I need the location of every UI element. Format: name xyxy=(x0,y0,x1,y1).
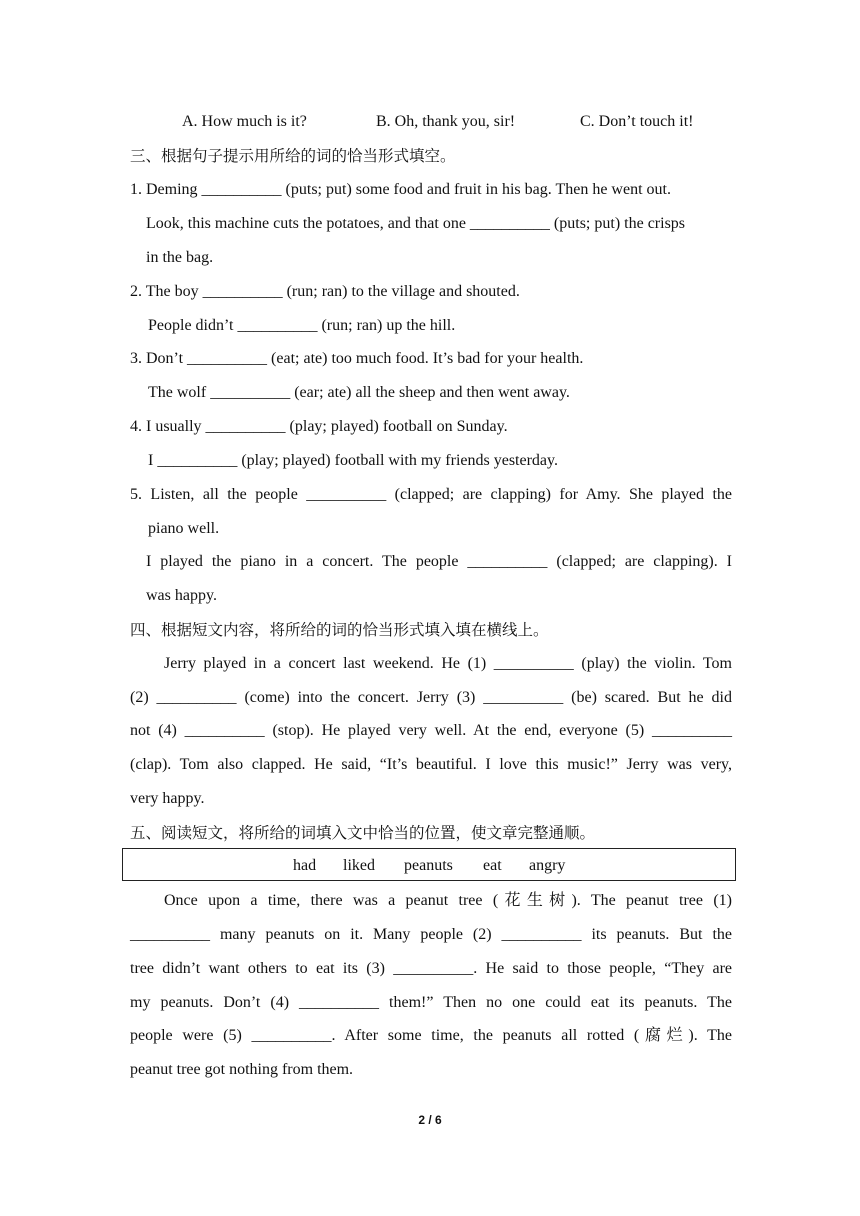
s3-line: 4. I usually __________ (play; played) football on Sunday. xyxy=(130,418,508,435)
s3-line: 3. Don’t __________ (eat; ate) too much food. It’s bad for your health. xyxy=(130,350,584,367)
s4-line: Jerry played in a concert last weekend. He (1) __________ (play) the violin. Tom xyxy=(164,655,732,672)
s3-line: The wolf __________ (ear; ate) all the sheep and then went away. xyxy=(148,384,570,401)
section4-heading: 四、根据短文内容，将所给的词的恰当形式填入填在横线上。 xyxy=(130,621,549,639)
s5-line: __________ many peanuts on it. Many people (2) __________ its peanuts. But the xyxy=(130,926,732,943)
page-number: 2 / 6 xyxy=(418,1113,442,1127)
word-bank-item: had xyxy=(293,857,317,874)
word-bank-item: angry xyxy=(529,857,566,874)
word-bank-item: liked xyxy=(343,857,375,874)
s3-line: Look, this machine cuts the potatoes, and that one __________ (puts; put) the crisps xyxy=(146,215,686,232)
s4-line: very happy. xyxy=(130,790,205,807)
s4-line: (clap). Tom also clapped. He said, “It’s beautiful. I love this music!” Jerry was very, xyxy=(130,756,732,773)
s3-line: 5. Listen, all the people __________ (clapped; are clapping) for Amy. She played the xyxy=(130,486,732,503)
option-c: C. Don’t touch it! xyxy=(580,113,694,130)
section5-heading: 五、阅读短文，将所给的词填入文中恰当的位置，使文章完整通顺。 xyxy=(130,824,596,842)
option-b: B. Oh, thank you, sir! xyxy=(376,113,516,130)
section3-heading: 三、根据句子提示用所给的词的恰当形式填空。 xyxy=(130,147,456,165)
s5-line: people were (5) __________. After some time, the peanuts all rotted (腐烂). The xyxy=(130,1027,732,1044)
s3-line: piano well. xyxy=(148,520,220,537)
s3-line: in the bag. xyxy=(146,249,214,266)
s5-line: tree didn’t want others to eat its (3) __________. He said to those people, “They are xyxy=(130,960,732,977)
s3-line: 2. The boy __________ (run; ran) to the village and shouted. xyxy=(130,283,520,300)
word-bank-item: eat xyxy=(483,857,502,874)
s3-line: was happy. xyxy=(146,587,217,604)
s5-line: Once upon a time, there was a peanut tree (花生树). The peanut tree (1) xyxy=(164,892,732,909)
word-bank-box xyxy=(122,848,736,881)
word-bank-item: peanuts xyxy=(404,857,453,874)
s3-line: I played the piano in a concert. The people __________ (clapped; are clapping). I xyxy=(146,553,732,570)
s3-line: 1. Deming __________ (puts; put) some food and fruit in his bag. Then he went out. xyxy=(130,181,671,198)
s4-line: (2) __________ (come) into the concert. Jerry (3) __________ (be) scared. But he did xyxy=(130,689,732,706)
option-a: A. How much is it? xyxy=(182,113,307,130)
s4-line: not (4) __________ (stop). He played very well. At the end, everyone (5) __________ xyxy=(130,722,732,739)
s3-line: I __________ (play; played) football with my friends yesterday. xyxy=(148,452,558,469)
s3-line: People didn’t __________ (run; ran) up the hill. xyxy=(148,317,456,334)
s5-line: my peanuts. Don’t (4) __________ them!” Then no one could eat its peanuts. The xyxy=(130,994,732,1011)
s5-line: peanut tree got nothing from them. xyxy=(130,1061,354,1078)
